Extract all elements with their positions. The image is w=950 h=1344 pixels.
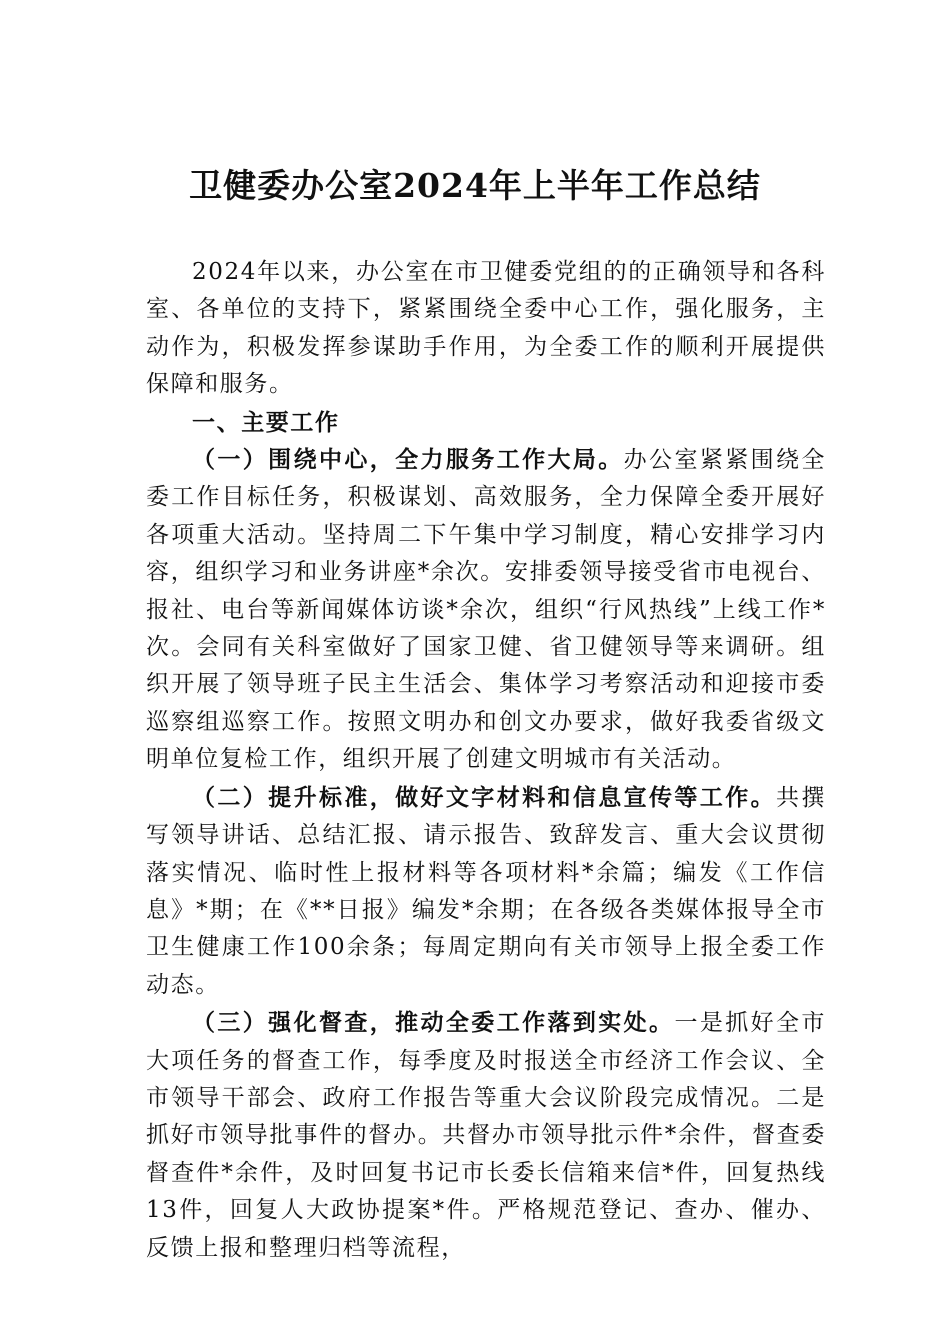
work-item-paragraph-2 — [146, 779, 826, 1004]
work-item-paragraph-3 — [146, 1004, 826, 1267]
work-item-lead-2: （二）提升标准，做好文字材料和信息宣传等工作。 — [192, 783, 776, 811]
work-item-lead-1: （一）围绕中心，全力服务工作大局。 — [192, 446, 624, 474]
intro-paragraph: 2024年以来，办公室在市卫健委党组的的正确领导和各科室、各单位的支持下，紧紧围绕全委中心工作，强化服务，主动作为，积极发挥参谋助手作用，为全委工作的顺利开展提供保障和服务。 — [146, 259, 826, 398]
work-item-paragraph-1 — [146, 441, 826, 779]
document-body — [146, 254, 826, 1267]
document-title: 卫健委办公室2024年上半年工作总结 — [189, 166, 761, 205]
work-item-text-2: 共撰写领导讲话、总结汇报、请示报告、致辞发言、重大会议贯彻落实情况、临时性上报材料等各项材料*余篇；编发《工作信息》*期；在《**日报》编发*余期；在各级各类媒体报导全市卫生健康工作100余条；每周定期向有关市领导上报全委工作动态。 — [146, 784, 826, 998]
section-heading-main-work: 一、主要工作 — [192, 408, 340, 436]
work-item-text-1: 办公室紧紧围绕全委工作目标任务，积极谋划、高效服务，全力保障全委开展好各项重大活动。坚持周二下午集中学习制度，精心安排学习内容，组织学习和业务讲座*余次。安排委领导接受省市电视台、报社、电台等新闻媒体访谈*余次，组织“行风热线”上线工作*次。会同有关科室做好了国家卫健、省卫健领导等来调研。组织开展了领导班子民主生活会、集体学习考察活动和迎接市委巡察组巡察工作。按照文明办和创文办要求，做好我委省级文明单位复检工作，组织开展了创建文明城市有关活动。 — [146, 447, 826, 773]
work-item-text-3: 一是抓好全市大项任务的督查工作，每季度及时报送全市经济工作会议、全市领导干部会、政府工作报告等重大会议阶段完成情况。二是抓好市领导批事件的督办。共督办市领导批示件*余件，督查委督查件*余件，及时回复书记市长委长信箱来信*件，回复热线13件，回复人大政协提案*件。严格规范登记、查办、催办、反馈上报和整理归档等流程， — [146, 1010, 826, 1261]
work-item-lead-3: （三）强化督查，推动全委工作落到实处。 — [192, 1009, 675, 1037]
